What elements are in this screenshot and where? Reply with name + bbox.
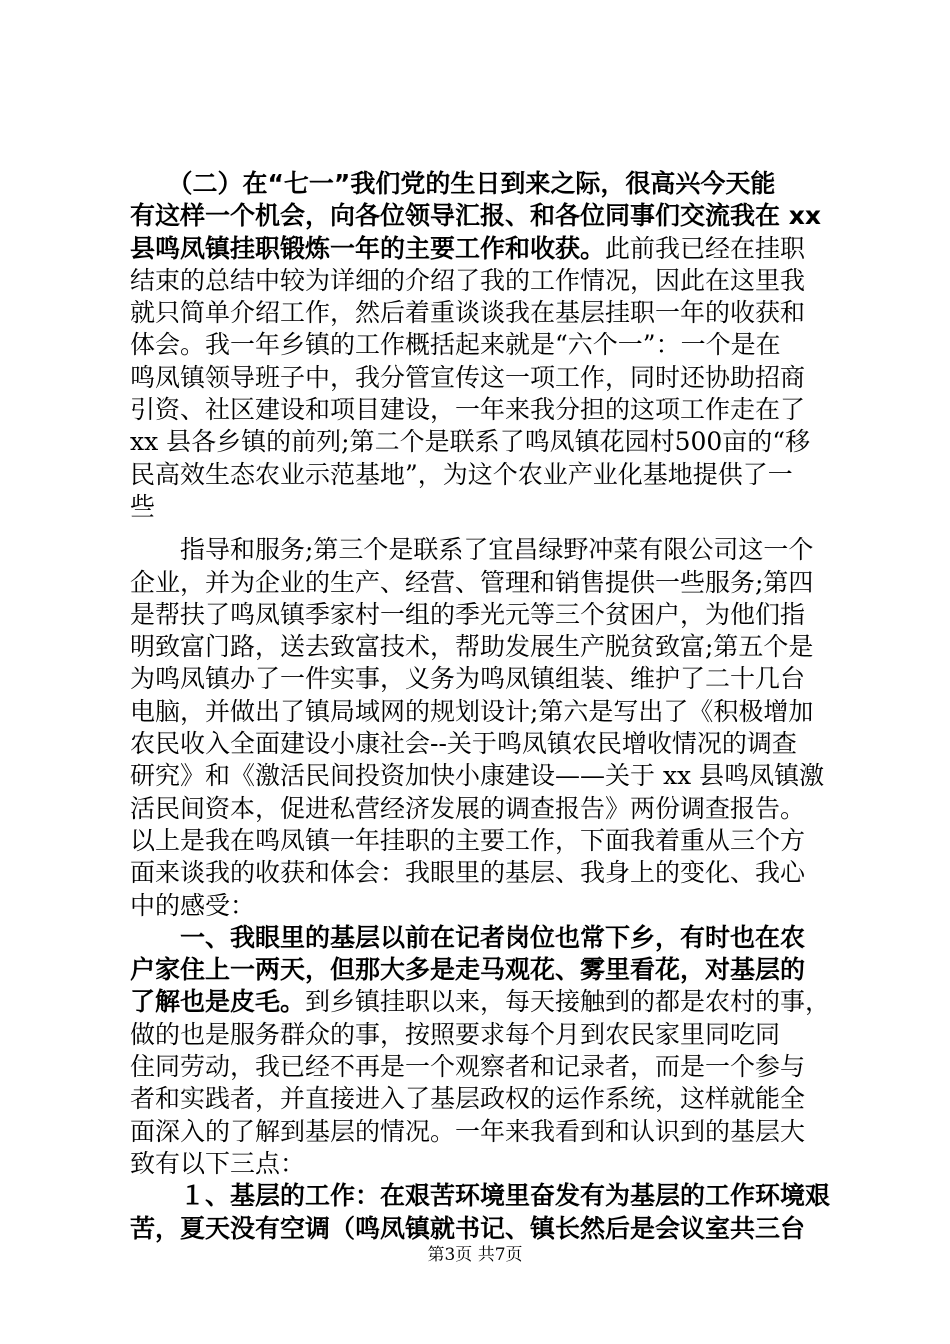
text-line: 面来谈我的收获和体会：我眼里的基层、我身上的变化、我心: [130, 858, 806, 888]
text-bold-run: 了解也是皮毛。: [130, 987, 306, 1017]
text-line: 体会。我一年乡镇的工作概括起来就是“六个一”：一个是在: [130, 330, 781, 360]
text-line: 研究》和《激活民间投资加快小康建设——关于 xx 县鸣凤镇激: [130, 761, 825, 791]
document-body: [130, 168, 830, 1245]
text-line: 电脑，并做出了镇局域网的规划设计;第六是写出了《积极增加: [130, 696, 814, 726]
text-line: 引资、社区建设和项目建设，一年来我分担的这项工作走在了: [130, 395, 806, 425]
text-line: 是帮扶了鸣凤镇季家村一组的季光元等三个贫困户，为他们指: [130, 599, 806, 629]
text-line: [130, 233, 830, 265]
text-line: xx 县各乡镇的前列;第二个是联系了鸣凤镇花园村500亩的“移: [130, 427, 811, 457]
subsection-heading-line: １、基层的工作：在艰苦环境里奋发有为基层的工作环境艰: [130, 1181, 831, 1211]
text-line: （二）在“七一”我们党的生日到来之际，很高兴今天能: [130, 169, 776, 198]
text-line: 中的感受：: [130, 890, 256, 920]
text-line: 做的也是服务群众的事，按照要求每个月到农民家里同吃同: [130, 1019, 781, 1049]
text-line: 以上是我在鸣凤镇一年挂职的主要工作，下面我着重从三个方: [130, 825, 806, 855]
text-line: 就只简单介绍工作，然后着重谈谈我在基层挂职一年的收获和: [130, 298, 806, 328]
text-regular-run: 此前我已经在挂职: [605, 233, 806, 263]
paragraph-3: [130, 922, 830, 1180]
text-line: [130, 986, 830, 1018]
text-line: 民高效生态农业示范基地”，为这个农业产业化基地提供了一: [130, 459, 793, 489]
paragraph-2: [130, 534, 830, 922]
text-line: 活民间资本，促进私营经济发展的调查报告》两份调查报告。: [130, 793, 806, 823]
section-heading-line: 一、我眼里的基层以前在记者岗位也常下乡，有时也在农: [130, 922, 806, 952]
text-line: 住同劳动，我已经不再是一个观察者和记录者，而是一个参与: [130, 1052, 806, 1082]
text-line: 结束的总结中较为详细的介绍了我的工作情况，因此在这里我: [130, 265, 806, 295]
page-footer: 第3页 共7页: [427, 1245, 523, 1265]
text-line: 面深入的了解到基层的情况。一年来我看到和认识到的基层大: [130, 1116, 806, 1146]
paragraph-gap: [130, 523, 830, 534]
text-line: 企业，并为企业的生产、经营、管理和销售提供一些服务;第四: [130, 567, 814, 597]
text-line: 指导和服务;第三个是联系了宜昌绿野冲菜有限公司这一个: [130, 535, 814, 565]
text-line: 苦，夏天没有空调（鸣凤镇就书记、镇长然后是会议室共三台: [130, 1213, 806, 1243]
text-line: 致有以下三点：: [130, 1148, 306, 1178]
text-line: 者和实践者，并直接进入了基层政权的运作系统，这样就能全: [130, 1084, 806, 1114]
text-line: 明致富门路，送去致富技术，帮助发展生产脱贫致富;第五个是: [130, 632, 814, 662]
text-bold-run: 县鸣凤镇挂职锻炼一年的主要工作和收获。: [130, 233, 606, 263]
text-line: 户家住上一两天，但那大多是走马观花、雾里看花，对基层的: [130, 955, 806, 985]
paragraph-4: [130, 1180, 830, 1245]
text-line: 为鸣凤镇办了一件实事，义务为鸣凤镇组装、维护了二十几台: [130, 664, 806, 694]
text-line: 鸣凤镇领导班子中，我分管宣传这一项工作，同时还协助招商: [130, 362, 806, 392]
text-line: 些: [130, 491, 156, 521]
text-line: 农民收入全面建设小康社会--关于鸣凤镇农民增收情况的调查: [130, 729, 797, 759]
paragraph-1: [130, 168, 830, 523]
text-regular-run: 到乡镇挂职以来，每天接触到的都是农村的事，: [305, 987, 831, 1017]
text-line: 有这样一个机会，向各位领导汇报、和各位同事们交流我在 xx: [130, 201, 821, 231]
